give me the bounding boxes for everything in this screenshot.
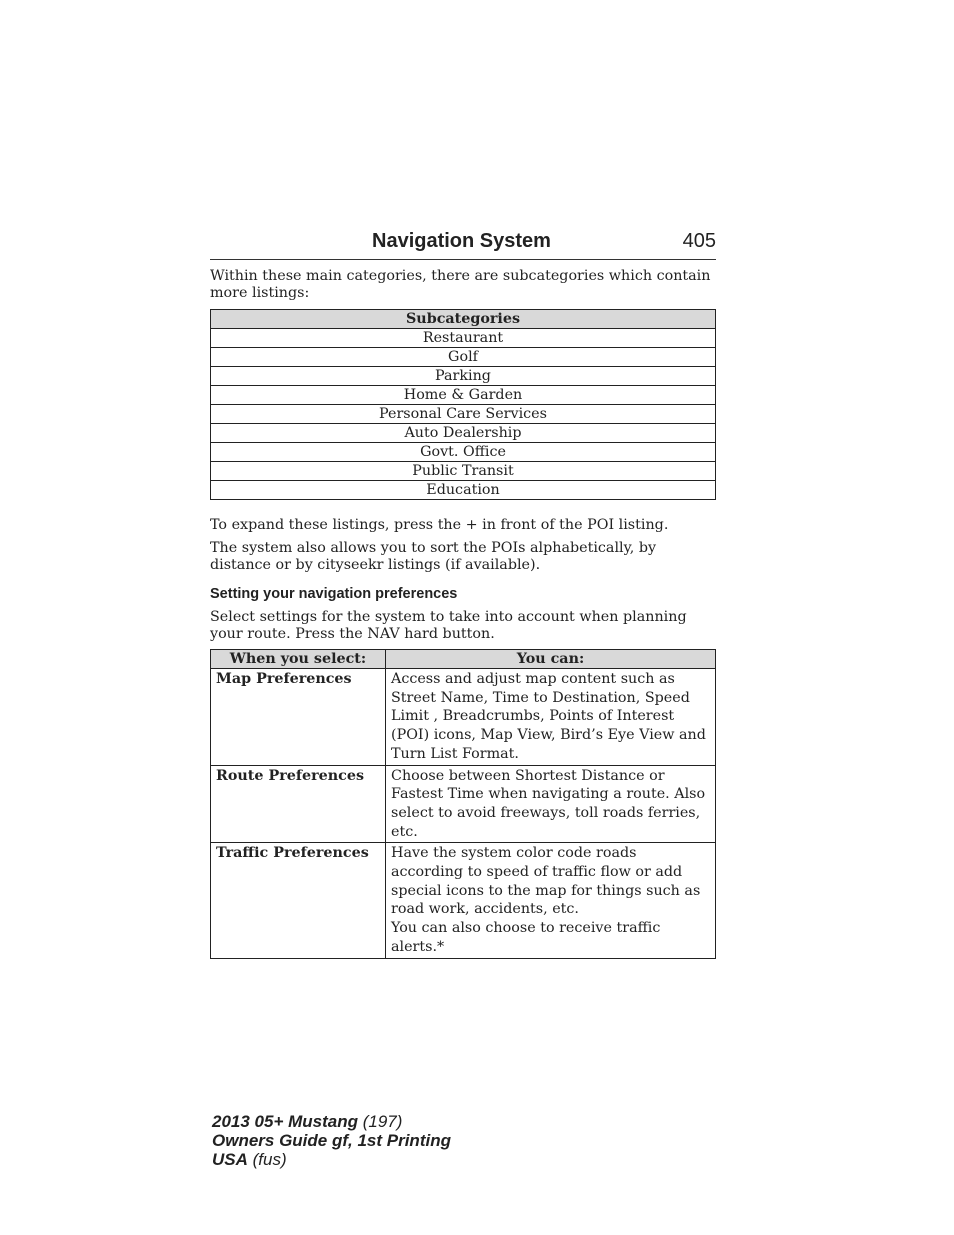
table-row (211, 405, 716, 424)
table-cell: Home & Garden (211, 386, 716, 405)
footer-region: USA (212, 1150, 248, 1169)
table-header-row (211, 310, 716, 329)
table-header-row (211, 650, 716, 669)
table-row (211, 765, 716, 843)
table-row (211, 443, 716, 462)
table-cell: Parking (211, 367, 716, 386)
col-header-select: When you select: (211, 650, 386, 669)
footer-guide: Owners Guide gf, 1st Printing (212, 1131, 451, 1150)
footer-model-code: (197) (362, 1112, 403, 1131)
table-cell: Auto Dealership (211, 424, 716, 443)
footer-line-2 (212, 1131, 451, 1150)
row-description (386, 843, 716, 958)
footer-line-3 (212, 1150, 451, 1169)
footer-line-1 (212, 1112, 451, 1131)
table-row (211, 669, 716, 766)
table-cell: Golf (211, 348, 716, 367)
table-cell: Education (211, 481, 716, 500)
row-label: Traffic Preferences (211, 843, 386, 958)
expand-note: To expand these listings, press the + in front of the POI listing. (210, 517, 669, 533)
preferences-table (210, 649, 716, 959)
row-description: Choose between Shortest Distance or Fastest Time when navigating a route. Also select to avoid freeways, toll roads ferries, etc. (386, 765, 716, 843)
row-label: Route Preferences (211, 765, 386, 843)
table-header: Subcategories (211, 310, 716, 329)
row-label: Map Preferences (211, 669, 386, 766)
page-footer (212, 1112, 451, 1169)
table-row (211, 329, 716, 348)
col-header-can: You can: (386, 650, 716, 669)
table-cell: Personal Care Services (211, 405, 716, 424)
table-row (211, 462, 716, 481)
page-title: Navigation System (372, 230, 551, 252)
table-cell: Restaurant (211, 329, 716, 348)
subcategories-table (210, 309, 716, 500)
page-number: 405 (682, 230, 716, 252)
table-row (211, 367, 716, 386)
table-cell: Public Transit (211, 462, 716, 481)
row-description-text: Have the system color code roads according to speed of traffic flow or add special icons to the map for things such as road work, accidents, etc. (391, 845, 701, 918)
row-description-extra: You can also choose to receive traffic alerts.* (391, 920, 661, 955)
table-row (211, 843, 716, 958)
footer-region-code: (fus) (252, 1150, 287, 1169)
table-row (211, 481, 716, 500)
footer-model: 2013 05+ Mustang (212, 1112, 358, 1131)
section-heading: Setting your navigation preferences (210, 586, 458, 602)
table-row (211, 386, 716, 405)
page-header (210, 229, 716, 260)
table-row (211, 348, 716, 367)
intro-paragraph: Within these main categories, there are subcategories which contain more listings: (210, 268, 711, 301)
table-row (211, 424, 716, 443)
section-intro: Select settings for the system to take into account when planning your route. Press the NAV hard button. (210, 609, 687, 642)
sort-note: The system also allows you to sort the POIs alphabetically, by distance or by cityseekr listings (if available). (210, 540, 657, 573)
row-description: Access and adjust map content such as Street Name, Time to Destination, Speed Limit , Breadcrumbs, Points of Interest (POI) icons, Map View, Bird’s Eye View and Turn List Format. (386, 669, 716, 766)
table-cell: Govt. Office (211, 443, 716, 462)
